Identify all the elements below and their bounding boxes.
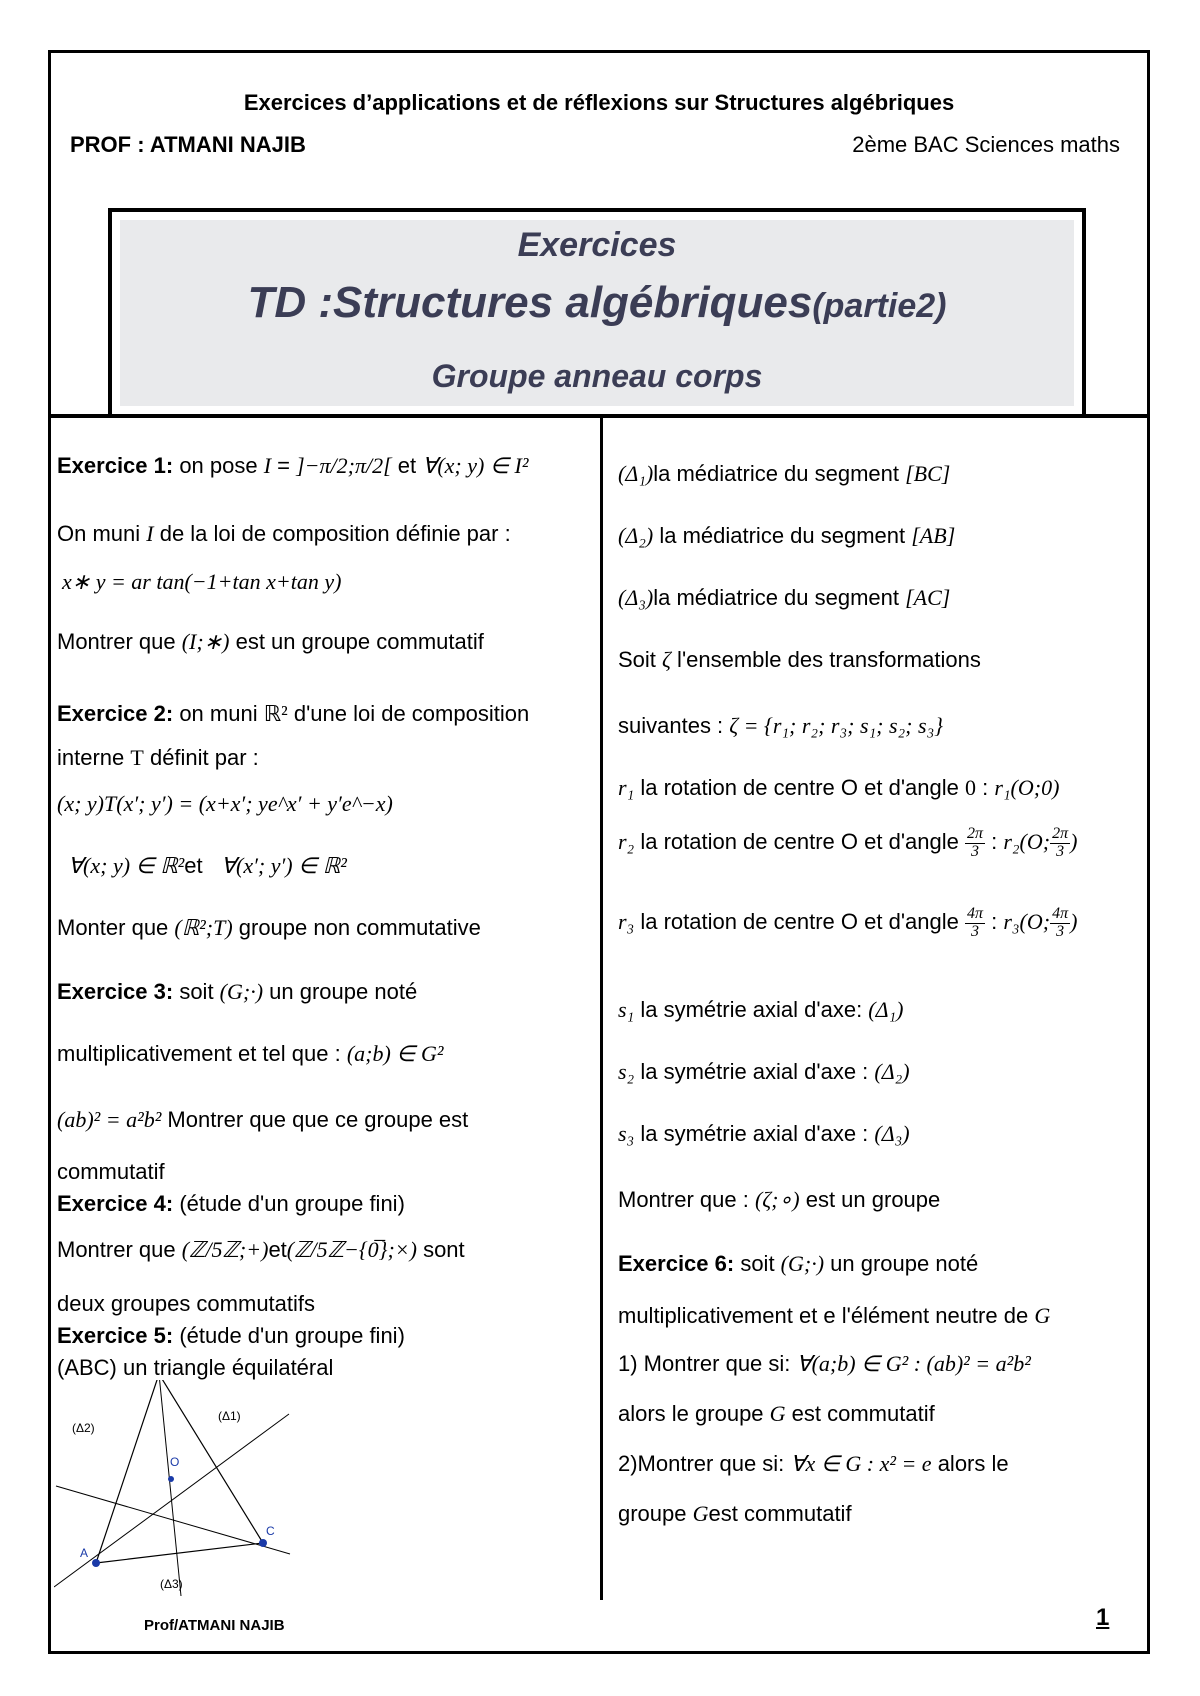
symmetry-s1: s₁ la symétrie axial d'axe: (Δ₁) bbox=[618, 997, 904, 1022]
rotation-r1: r₁ la rotation de centre O et d'angle 0 : r₁(O;0) bbox=[618, 775, 1060, 800]
exercise-1-statement: Exercice 1: on pose I = ]−π/2;π/2[ et ∀(x; y) ∈ I² bbox=[57, 453, 529, 478]
vertex-label-c: C bbox=[266, 1524, 275, 1538]
banner-line-subtitle: Groupe anneau corps bbox=[431, 358, 763, 394]
exercise-4-line-3: deux groupes commutatifs bbox=[57, 1291, 316, 1316]
mediatrice-3: (Δ₃)la médiatrice du segment [AC] bbox=[618, 585, 951, 610]
exercise-6-line-2: multiplicativement et e l'élément neutre de G bbox=[618, 1303, 1051, 1328]
axis-label-delta1: (Δ1) bbox=[218, 1409, 241, 1423]
column-divider bbox=[600, 418, 603, 1600]
exercise-2-quantifiers: ∀(x; y) ∈ ℝ²et ∀(x′; y′) ∈ ℝ² bbox=[68, 853, 347, 878]
exercise-1-formula: x∗ y = ar tan(−1+tan x+tan y) bbox=[62, 569, 342, 594]
exercise-5-line-2: (ABC) un triangle équilatéral bbox=[57, 1355, 334, 1380]
symmetry-s2: s₂ la symétrie axial d'axe : (Δ₂) bbox=[618, 1059, 910, 1084]
exercise-2-line-2: interne T définit par : bbox=[57, 745, 259, 770]
exercise-3-statement: Exercice 3: soit (G;·) un groupe noté bbox=[57, 979, 418, 1004]
exercise-2-question: Monter que (ℝ²;T) groupe non commutative bbox=[57, 915, 481, 940]
triangle-figure bbox=[54, 1380, 294, 1600]
exercise-3-line-3: (ab)² = a²b² Montrer que que ce groupe est bbox=[57, 1107, 469, 1132]
banner-line-exercices: Exercices bbox=[517, 226, 677, 264]
exercise-4-statement: Exercice 4: (étude d'un groupe fini) bbox=[57, 1191, 405, 1216]
exercise-3-line-4: commutatif bbox=[57, 1159, 165, 1184]
vertex-label-a: A bbox=[80, 1546, 89, 1560]
exercise-1-question: Montrer que (I;∗) est un groupe commutatif bbox=[57, 629, 484, 654]
set-definition: Soit ζ l'ensemble des transformations bbox=[618, 647, 981, 672]
exercise-4-question: Montrer que (ℤ/5ℤ;+)et(ℤ/5ℤ−{0̅};×) sont bbox=[57, 1237, 465, 1262]
class-level: 2ème BAC Sciences maths bbox=[852, 132, 1120, 157]
exercise-5-question: Montrer que : (ζ;∘) est un groupe bbox=[618, 1187, 941, 1212]
exercise-2-formula: (x; y)T(x′; y′) = (x+x′; ye^x′ + y′e^−x) bbox=[57, 791, 393, 816]
rotation-r2: r₂ la rotation de centre O et d'angle $\frac{2\pi}{3}$ : r₂(O; $\frac{2\pi}{3}$ ) bbox=[618, 825, 1078, 860]
center-label-o: O bbox=[170, 1455, 180, 1469]
axis-label-delta2: (Δ2) bbox=[72, 1421, 95, 1435]
exercise-2-statement: Exercice 2: on muni ℝ² d'une loi de composition bbox=[57, 701, 530, 726]
exercise-6-line-6: groupe Gest commutatif bbox=[618, 1501, 852, 1526]
exercise-5-statement: Exercice 5: (étude d'un groupe fini) bbox=[57, 1323, 405, 1348]
mediatrice-2: (Δ₂) la médiatrice du segment [AB] bbox=[618, 523, 956, 548]
footer-author: Prof/ATMANI NAJIB bbox=[144, 1617, 285, 1634]
exercise-3-line-2: multiplicativement et tel que : (a;b) ∈ G² bbox=[57, 1041, 444, 1066]
exercise-6-question-2: 2)Montrer que si: ∀x ∈ G : x² = e alors le bbox=[618, 1451, 1009, 1476]
axis-label-delta3: (Δ3) bbox=[160, 1577, 183, 1591]
title-banner bbox=[108, 208, 1086, 418]
banner-line-td: TD :Structures algébriques(partie2) bbox=[247, 278, 947, 327]
symmetry-s3: s₃ la symétrie axial d'axe : (Δ₃) bbox=[618, 1121, 910, 1146]
mediatrice-1: (Δ₁)la médiatrice du segment [BC] bbox=[618, 461, 951, 486]
set-elements: suivantes : ζ = {r₁; r₂; r₃; s₁; s₂; s₃} bbox=[618, 713, 944, 738]
page-number: 1 bbox=[1096, 1604, 1110, 1631]
document-title: Exercices d’applications et de réflexions sur Structures algébriques bbox=[243, 90, 955, 115]
header bbox=[48, 50, 1150, 418]
rotation-r3: r₃ la rotation de centre O et d'angle $\frac{4\pi}{3}$ : r₃(O; $\frac{4\pi}{3}$ ) bbox=[618, 905, 1078, 940]
exercise-6-line-4: alors le groupe G est commutatif bbox=[618, 1401, 935, 1426]
exercise-6-question-1: 1) Montrer que si: ∀(a;b) ∈ G² : (ab)² = a²b² bbox=[618, 1351, 1031, 1376]
author: PROF : ATMANI NAJIB bbox=[70, 132, 306, 157]
exercise-6-statement: Exercice 6: soit (G;·) un groupe noté bbox=[618, 1251, 979, 1276]
exercise-1-line-2: On muni I de la loi de composition définie par : bbox=[57, 521, 511, 546]
